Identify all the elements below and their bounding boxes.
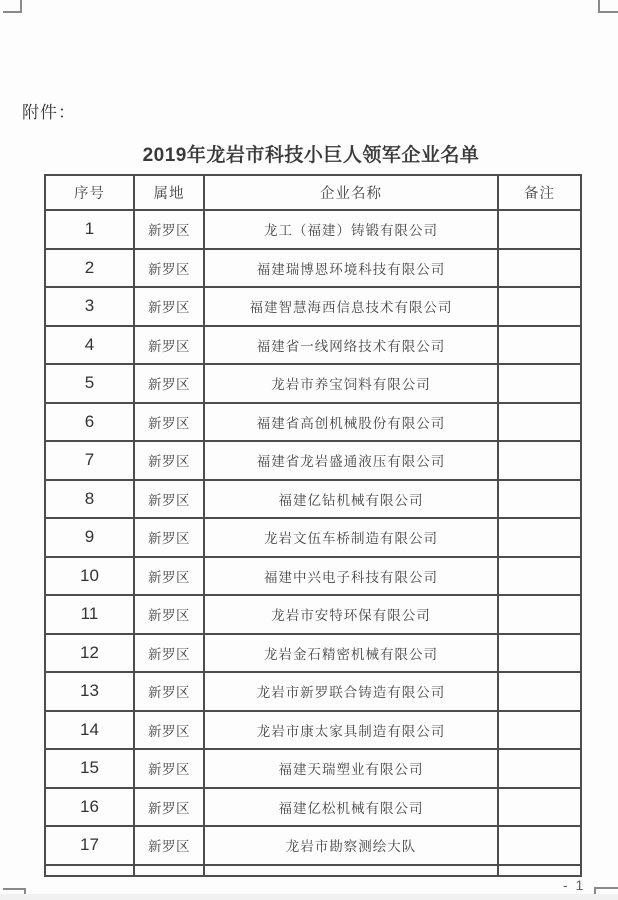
table-row <box>45 249 581 288</box>
partial-cell <box>134 865 204 876</box>
cell-company: 福建省一线网络技术有限公司 <box>204 326 498 365</box>
cell-company: 龙岩文伍车桥制造有限公司 <box>204 518 498 557</box>
cell-remark <box>498 326 581 365</box>
cell-district: 新罗区 <box>134 595 204 634</box>
column-header-remark: 备注 <box>498 175 581 210</box>
cell-company: 福建中兴电子科技有限公司 <box>204 557 498 596</box>
table-row <box>45 210 581 249</box>
cell-district: 新罗区 <box>134 364 204 403</box>
table-row <box>45 595 581 634</box>
cell-no: 17 <box>45 826 134 865</box>
cell-district: 新罗区 <box>134 749 204 788</box>
table-partial-row-group <box>45 865 581 876</box>
attachment-label: 附件： <box>22 103 76 122</box>
table-row <box>45 518 581 557</box>
cell-remark <box>498 634 581 673</box>
crop-mark-top-left-icon <box>3 0 22 13</box>
cell-remark <box>498 749 581 788</box>
table-row <box>45 364 581 403</box>
cell-remark <box>498 826 581 865</box>
table-header <box>45 175 581 210</box>
cell-no: 1 <box>45 210 134 249</box>
cell-district: 新罗区 <box>134 634 204 673</box>
cell-district: 新罗区 <box>134 326 204 365</box>
cell-district: 新罗区 <box>134 287 204 326</box>
cell-no: 15 <box>45 749 134 788</box>
column-header-no: 序号 <box>45 175 134 210</box>
cell-remark <box>498 788 581 827</box>
page-title: 2019年龙岩市科技小巨人领军企业名单 <box>142 145 480 166</box>
cell-district: 新罗区 <box>134 711 204 750</box>
cell-district: 新罗区 <box>134 788 204 827</box>
cell-no: 14 <box>45 711 134 750</box>
cell-company: 龙岩市安特环保有限公司 <box>204 595 498 634</box>
partial-cell <box>45 865 134 876</box>
cell-company: 龙岩市康太家具制造有限公司 <box>204 711 498 750</box>
cell-no: 3 <box>45 287 134 326</box>
cell-company: 福建智慧海西信息技术有限公司 <box>204 287 498 326</box>
table-row <box>45 480 581 519</box>
cell-district: 新罗区 <box>134 441 204 480</box>
cell-company: 福建省龙岩盛通液压有限公司 <box>204 441 498 480</box>
partial-row <box>45 865 581 876</box>
cell-no: 11 <box>45 595 134 634</box>
cell-district: 新罗区 <box>134 826 204 865</box>
cell-company: 福建省高创机械股份有限公司 <box>204 403 498 442</box>
table-row <box>45 441 581 480</box>
cell-remark <box>498 364 581 403</box>
table-row <box>45 634 581 673</box>
table-row <box>45 672 581 711</box>
table-row <box>45 557 581 596</box>
cell-no: 13 <box>45 672 134 711</box>
cell-district: 新罗区 <box>134 210 204 249</box>
cell-no: 7 <box>45 441 134 480</box>
cell-district: 新罗区 <box>134 672 204 711</box>
cell-no: 2 <box>45 249 134 288</box>
table-body <box>45 210 581 865</box>
cell-remark <box>498 557 581 596</box>
partial-cell <box>498 865 581 876</box>
cell-no: 16 <box>45 788 134 827</box>
table-row <box>45 826 581 865</box>
crop-mark-top-right-icon <box>598 0 618 13</box>
table-row <box>45 403 581 442</box>
cell-remark <box>498 672 581 711</box>
cell-company: 龙岩市养宝饲料有限公司 <box>204 364 498 403</box>
cell-remark <box>498 595 581 634</box>
cell-company: 福建瑞博恩环境科技有限公司 <box>204 249 498 288</box>
cell-district: 新罗区 <box>134 403 204 442</box>
table-row <box>45 788 581 827</box>
cell-remark <box>498 480 581 519</box>
table-row <box>45 287 581 326</box>
column-header-district: 属地 <box>134 175 204 210</box>
table-row <box>45 326 581 365</box>
column-header-company: 企业名称 <box>204 175 498 210</box>
cell-no: 6 <box>45 403 134 442</box>
cell-company: 福建天瑞塑业有限公司 <box>204 749 498 788</box>
cell-remark <box>498 403 581 442</box>
cell-remark <box>498 210 581 249</box>
table-header-row <box>45 175 581 210</box>
cell-company: 福建亿钻机械有限公司 <box>204 480 498 519</box>
cell-remark <box>498 518 581 557</box>
cell-no: 5 <box>45 364 134 403</box>
cell-no: 10 <box>45 557 134 596</box>
cell-remark <box>498 441 581 480</box>
cell-remark <box>498 287 581 326</box>
cell-no: 4 <box>45 326 134 365</box>
cell-no: 12 <box>45 634 134 673</box>
table-row <box>45 711 581 750</box>
cell-company: 福建亿松机械有限公司 <box>204 788 498 827</box>
cell-district: 新罗区 <box>134 480 204 519</box>
cell-company: 龙岩市勘察测绘大队 <box>204 826 498 865</box>
cell-remark <box>498 711 581 750</box>
cell-remark <box>498 249 581 288</box>
cell-company: 龙工（福建）铸锻有限公司 <box>204 210 498 249</box>
table-row <box>45 749 581 788</box>
cell-no: 9 <box>45 518 134 557</box>
cell-no: 8 <box>45 480 134 519</box>
scan-edge-shadow <box>0 894 618 900</box>
partial-cell <box>204 865 498 876</box>
cell-district: 新罗区 <box>134 557 204 596</box>
cell-company: 龙岩市新罗联合铸造有限公司 <box>204 672 498 711</box>
cell-district: 新罗区 <box>134 518 204 557</box>
cell-company: 龙岩金石精密机械有限公司 <box>204 634 498 673</box>
cell-district: 新罗区 <box>134 249 204 288</box>
enterprise-table <box>44 174 582 877</box>
page-number: - 1 <box>563 877 586 893</box>
